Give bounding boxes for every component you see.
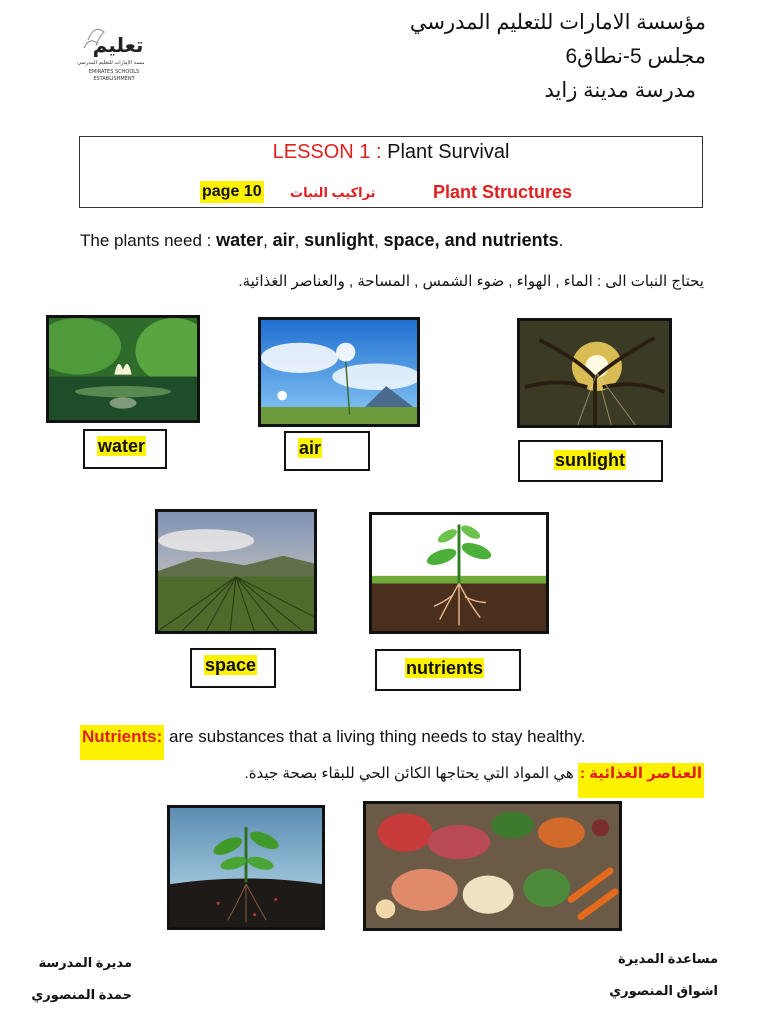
label-air: air [284,431,370,471]
label-nutrients: nutrients [375,649,521,691]
principal-title: مديرة المدرسة [38,955,132,970]
assistant-principal-name: اشواق المنصوري [609,983,718,998]
healthy-food-image [363,801,622,931]
lesson-box [79,136,703,208]
topic-english: Plant Structures [433,182,573,202]
sprout-roots-image [369,512,549,634]
nutrients-term: Nutrients: [80,725,164,760]
assistant-principal-title: مساعدة المديرة [617,951,718,966]
label-water: water [83,429,167,469]
sun-through-tree-image [517,318,672,428]
plant-in-soil-image [167,805,325,930]
label-sunlight: sunlight [518,440,663,482]
needs-sentence: The plants need : water, air, sunlight, space, and nutrients. [80,230,564,250]
logo-text: تعليم [92,33,144,57]
emirates-schools-logo [74,18,144,88]
svg-text:مؤسسة الإمارات للتعليم المدرسي: مؤسسة الإمارات للتعليم المدرسي [77,60,144,66]
lesson-name: Plant Survival [387,141,510,163]
sky-dandelion-image [258,317,420,427]
label-space: space [190,648,276,688]
farm-field-image [155,509,317,634]
header-council: مجلس 5-نطاق6 [565,45,706,68]
nutrients-definition: Nutrients: are substances that a living thing needs to stay healthy. [80,727,585,747]
principal-name: حمدة المنصوري [31,987,132,1002]
nutrients-term-arabic: العناصر الغذائية : [578,763,704,798]
lotus-pond-image [46,315,200,423]
header-school: مدرسة مدينة زايد [544,79,696,102]
topic-arabic: تراكيب النبات [290,185,376,200]
lesson-title [80,141,702,164]
svg-text:ESTABLISHMENT: ESTABLISHMENT [93,76,135,82]
nutrients-definition-arabic: العناصر الغذائية : هي المواد التي يحتاجها الكائن الحي للبقاء بصحة جيدة. [245,764,704,782]
header-institution: مؤسسة الامارات للتعليم المدرسي [409,11,706,34]
svg-text:EMIRATES SCHOOLS: EMIRATES SCHOOLS [88,69,140,75]
lesson-label: LESSON 1 : [272,141,382,163]
needs-sentence-arabic: يحتاج النبات الى : الماء , الهواء , ضوء الشمس , المساحة , والعناصر الغذائية. [238,273,704,290]
page-number: page 10 [200,181,264,203]
